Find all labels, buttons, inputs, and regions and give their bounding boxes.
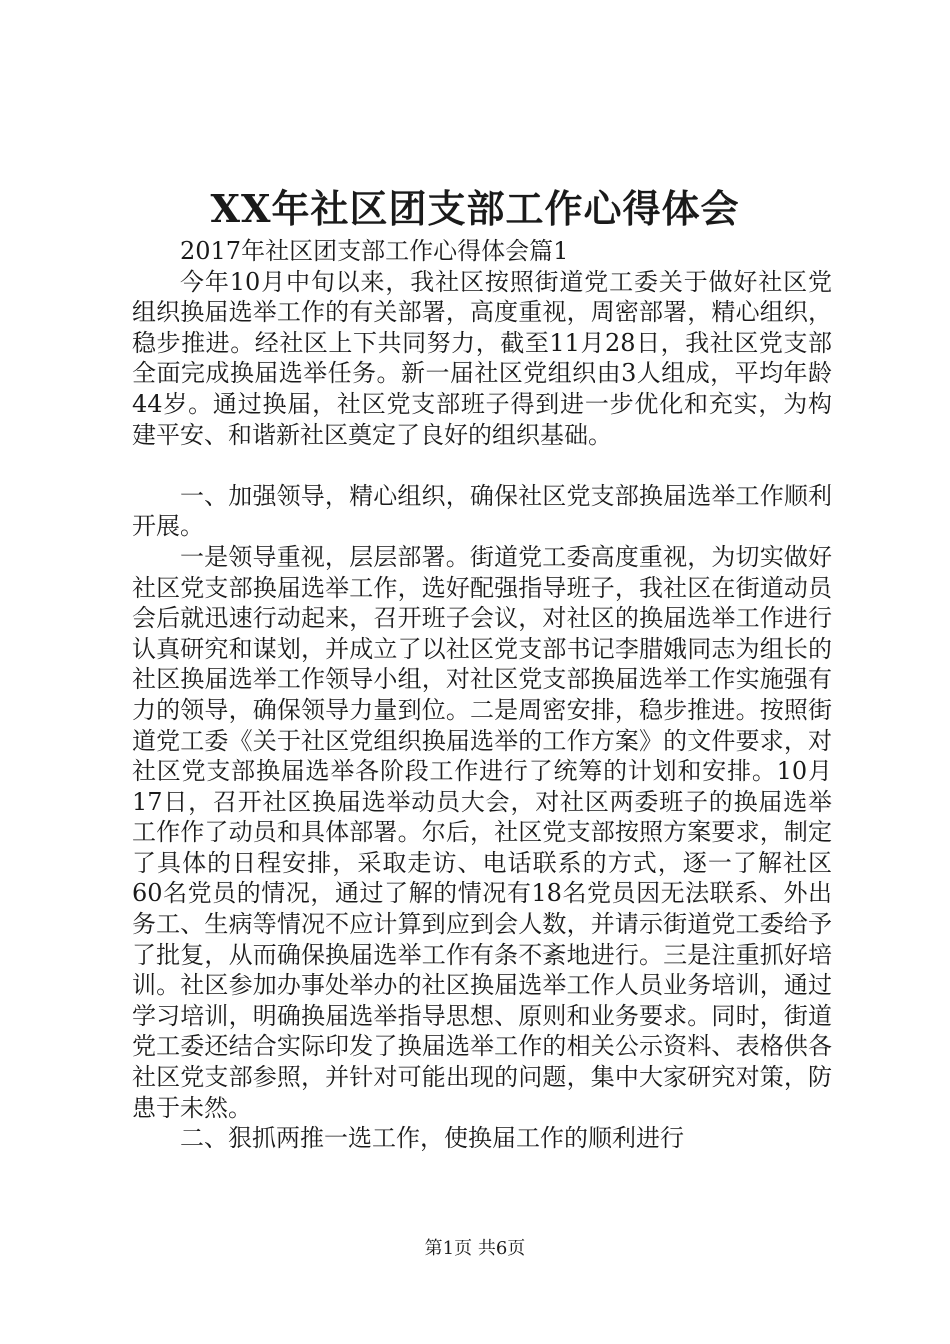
page-footer: 第1页 共6页 xyxy=(424,1238,526,1259)
paragraph-heading-2: 二、狠抓两推一选工作，使换届工作的顺利进行 xyxy=(180,1124,684,1153)
paragraph-intro: 今年10月中旬以来，我社区按照街道党工委关于做好社区党组织换届选举工作的有关部署，高度重视，周密部署，精心组织，稳步推进。经社区上下共同努力，截至11月28日，我社区党支部全面完成换届选举任务。新一届社区党组织由3人组成，平均年龄44岁。通过换届，社区党支部班子得到进一步优化和充实，为构建平安、和谐新社区奠定了良好的组织基础。 xyxy=(132,267,832,449)
document-title: XX年社区团支部工作心得体会 xyxy=(210,186,740,231)
paragraph-spacer xyxy=(132,450,832,481)
paragraph-heading-1: 一、加强领导，精心组织，确保社区党支部换届选举工作顺利开展。 xyxy=(132,481,832,541)
section-heading: 2017年社区团支部工作心得体会篇1 xyxy=(180,237,569,265)
paragraph-detail: 一是领导重视，层层部署。街道党工委高度重视，为切实做好社区党支部换届选举工作，选好配强指导班子，我社区在街道动员会后就迅速行动起来，召开班子会议，对社区的换届选举工作进行认真研究和谋划，并成立了以社区党支部书记李腊娥同志为组长的社区换届选举工作领导小组，对社区党支部换届选举工作实施强有力的领导，确保领导力量到位。二是周密安排，稳步推进。按照街道党工委《关于社区党组织换届选举的工作方案》的文件要求，对社区党支部换届选举各阶段工作进行了统筹的计划和安排。10月17日，召开社区换届选举动员大会，对社区两委班子的换届选举工作作了动员和具体部署。尔后，社区党支部按照方案要求，制定了具体的日程安排，采取走访、电话联系的方式，逐一了解社区60名党员的情况，通过了解的情况有18名党员因无法联系、外出务工、生病等情况不应计算到应到会人数，并请示街道党工委给予了批复，从而确保换届选举工作有条不紊地进行。三是注重抓好培训。社区参加办事处举办的社区换届选举工作人员业务培训，通过学习培训，明确换届选举指导思想、原则和业务要求。同时，街道党工委还结合实际印发了换届选举工作的相关公示资料、表格供各社区党支部参照，并针对可能出现的问题，集中大家研究对策，防患于未然。 xyxy=(132,542,832,1122)
document-body xyxy=(132,236,832,1154)
